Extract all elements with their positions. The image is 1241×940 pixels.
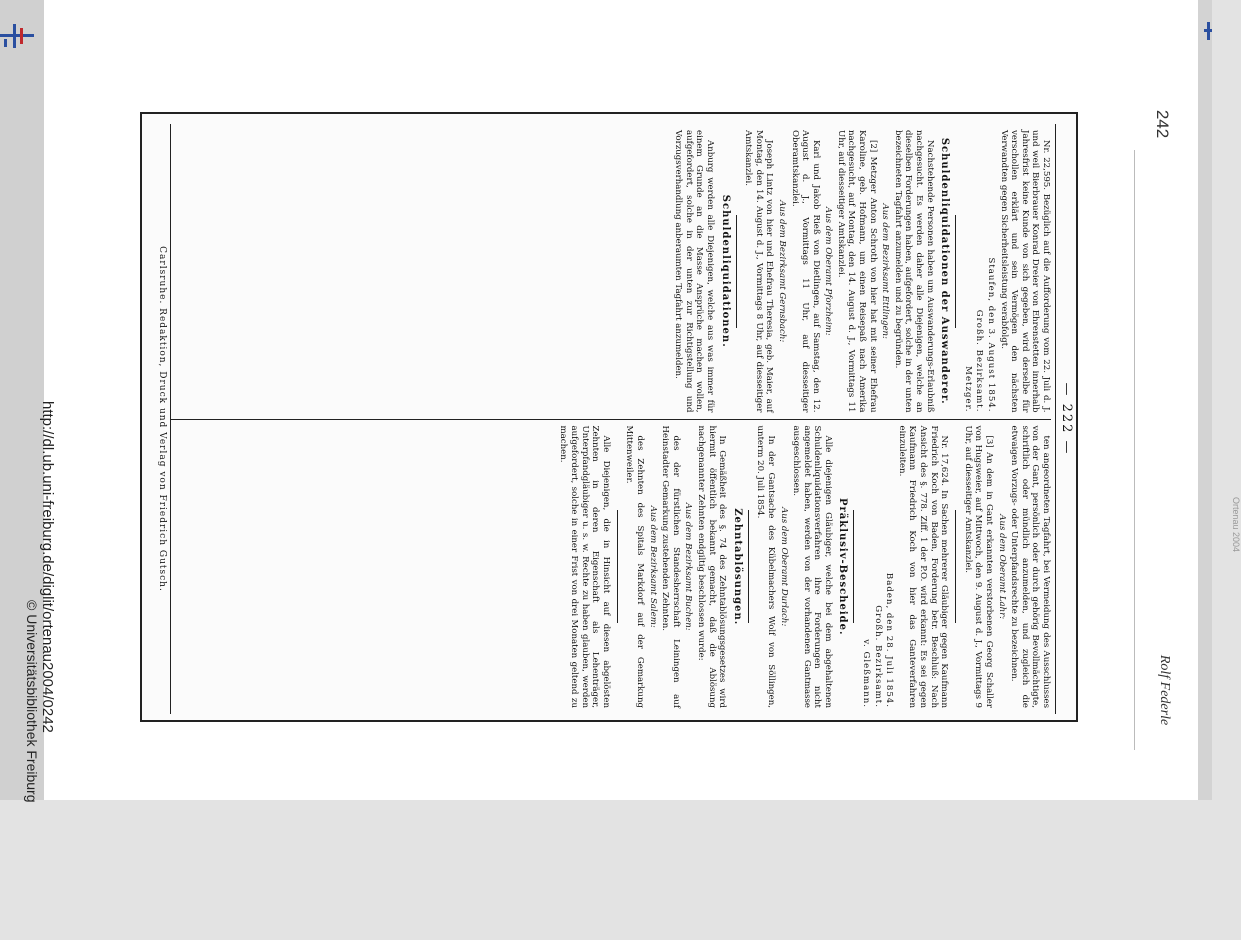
paragraph: Alle diejenigen Gläubiger, welche bei dem abgehaltenen Schuldenliquidationsverfahren ihre Forderungen nicht angemeldet haben, werden von der vorhandenen Gantmasse ausgeschlossen.: [791, 425, 833, 708]
section-heading: Präklusiv-Bescheide.: [837, 498, 849, 636]
right-margin-strip: [1198, 0, 1212, 800]
paragraph: Nr. 22,595. Bezüglich auf die Aufforderung vom 22. Juli d. J. und weil Bierbrauer Konrad Dreier von Ehrenstetten innerhalb Jahresfrist keine Kunde von sich gegeben, wird derselbe für verschollen erklärt und sein Vermögen den nächsten Verwandten gegen Sicherheitsleistung verabfolgt.: [998, 130, 1051, 413]
divider: [617, 510, 618, 623]
text-columns: [171, 124, 1051, 714]
subheading: Aus dem Bezirksamt Salem:: [647, 505, 658, 628]
paragraph: In der Gantsache des Kübelmachers Wolf von Söllingen, unterm 20. Juli 1854.: [755, 425, 776, 708]
paragraph: Nachstehende Personen haben um Auswanderungs-Erlaubniß nachgesucht. Es werden daher alle Diejenigen, welche an dieselben Forderungen haben, aufgefordert, solche in der unten bezeichneten Tagfahrt anzumelden und zu begründen.: [892, 130, 935, 413]
divider: [854, 510, 855, 623]
subheading: Aus dem Oberamt Lahr:: [996, 514, 1007, 620]
subheading: Aus dem Bezirksamt Ettlingen:: [880, 203, 891, 339]
subheading: Aus dem Oberamt Pforzheim:: [823, 206, 834, 336]
subheading: Aus dem Oberamt Durlach:: [778, 507, 789, 627]
page-number: 242: [1153, 109, 1172, 139]
dateline: Baden, den 28. Juli 1854.: [884, 572, 895, 708]
paragraph: Nr. 17,624. In Sachen mehrerer Gläubiger gegen Kaufmann Friedrich Koch von Baden, Forderung betr. Beschluß: Nach Ansicht des §. 778. Ziff. 1 der P.O. wird erkannt: Es sei gegen Kaufmann Friedrich Koch von hier das Ganteverfahren einzuleiten.: [896, 425, 950, 708]
paragraph: des der fürstlichen Standesherrschaft Leiningen auf Heinstadter Gemarkung zustehenden Zehnten.: [660, 425, 681, 708]
library-logo-icon: [0, 24, 34, 48]
signature-office: Großh. Bezirksamt.: [872, 605, 883, 708]
document-page: [44, 0, 1241, 800]
divider: [736, 215, 737, 328]
paragraph: Alle Diejenigen, die in Hinsicht auf diesen abgelösten Zehnten in deren Eigenschaft als Lehenträger, Unterpfandgläubiger u. s. w. Rechte zu haben glauben, werden aufgefordert, solche in einer Frist von drei Monaten geltend zu machen.: [558, 425, 611, 708]
paragraph: Anburg werden alle Diejenigen, welche aus was immer für einem Grunde an die Masse Ansprüche machen wollen, aufgefordert, solche in der unten zur Richtigstellung und Vorzugsverhandlung anberaumten Tagfahrt anzumelden.: [673, 130, 715, 413]
paragraph: [2] Metzger Anton Schroth von hier hat mit seiner Ehefrau Karoline, geb. Hofmann, um einen Reisepaß nach Amerika nachgesucht, auf Montag, den 14. August d. J., Vormittags 11 Uhr, auf diesseitiger Amtskanzlei.: [835, 130, 878, 413]
running-header-author: Rolf Federle: [1157, 654, 1172, 726]
divider: [748, 510, 749, 623]
divider: [955, 510, 956, 623]
signature-office: Großh. Bezirksamt.: [974, 309, 985, 413]
copyright-notice: © Universitätsbibliothek Freiburg: [24, 600, 40, 803]
section-heading: Schuldenliquidationen der Auswanderer.: [939, 137, 951, 405]
paragraph: des Zehnten des Spitals Markdorf auf der Gemarkung Mittenweiler.: [624, 425, 645, 708]
paragraph: Joseph Lintz von hier und Ehefrau Theresia, geb. Maier, auf Montag, den 14. August d. J., Vormittags 8 Uhr, auf diesseitiger Amtskanzlei.: [743, 130, 775, 413]
paragraph: Karl und Jakob Rieß von Dietlingen, auf Samstag, den 12. August d. J., Vormittags 11 Uhr, auf diesseitiger Oberamtskanzlei.: [789, 130, 821, 413]
imprint-footer: Carlsruhe. Redaktion, Druck und Verlag von Friedrich Gutsch.: [157, 124, 171, 714]
source-url-link[interactable]: http://dl.ub.uni-freiburg.de/diglit/ortenau2004/0242: [39, 401, 56, 733]
library-logo-fragment-icon: [1204, 22, 1212, 40]
signature-name: v. Gleßmann.: [861, 639, 872, 708]
section-heading: Zehntablösungen.: [731, 508, 743, 626]
paragraph: ten angeordneten Tagfahrt, bei Vermeidung des Ausschlusses von der Gant, persönlich oder durch gehörig Bevollmächtigte, schriftlich oder mündlich anzumelden, und zugleich die etwaigen Vorzugs- oder Unterpfandsrechte zu bezeichnen.: [1009, 425, 1051, 708]
paragraph: [3] An dem in Gant erkannten verstorbenen Georg Schaller von Hugsweier, auf Mittwoch, den 9. August d. J., Vormittags 9 Uhr, auf diesseitiger Amtskanzlei.: [962, 425, 995, 708]
subheading: Aus dem Bezirksamt Buchen:: [683, 502, 694, 631]
scanned-page-content: [142, 114, 1080, 724]
header-rule: [1134, 150, 1135, 750]
column-right: [171, 420, 1051, 715]
faint-margin-text: Ortenau 2004: [1231, 497, 1241, 553]
subheading: Aus dem Bezirksamt Gernsbach:: [776, 200, 787, 343]
scan-header: — 222 —: [1055, 124, 1074, 714]
paragraph: In Gemäßheit des §. 74 des Zehntablösungsgesetzes wird hiermit öffentlich bekannt gemacht, daß die Ablösung nachgenannter Zehnten endgiltig beschlossen wurde:: [695, 425, 728, 708]
dateline: Staufen, den 3. August 1854.: [986, 257, 997, 413]
signature-name: Metzger.: [962, 366, 973, 413]
scanned-newspaper-page: [140, 112, 1078, 722]
column-left: [171, 124, 1051, 419]
divider: [955, 215, 956, 328]
section-heading: Schuldenliquidationen.: [719, 194, 731, 348]
